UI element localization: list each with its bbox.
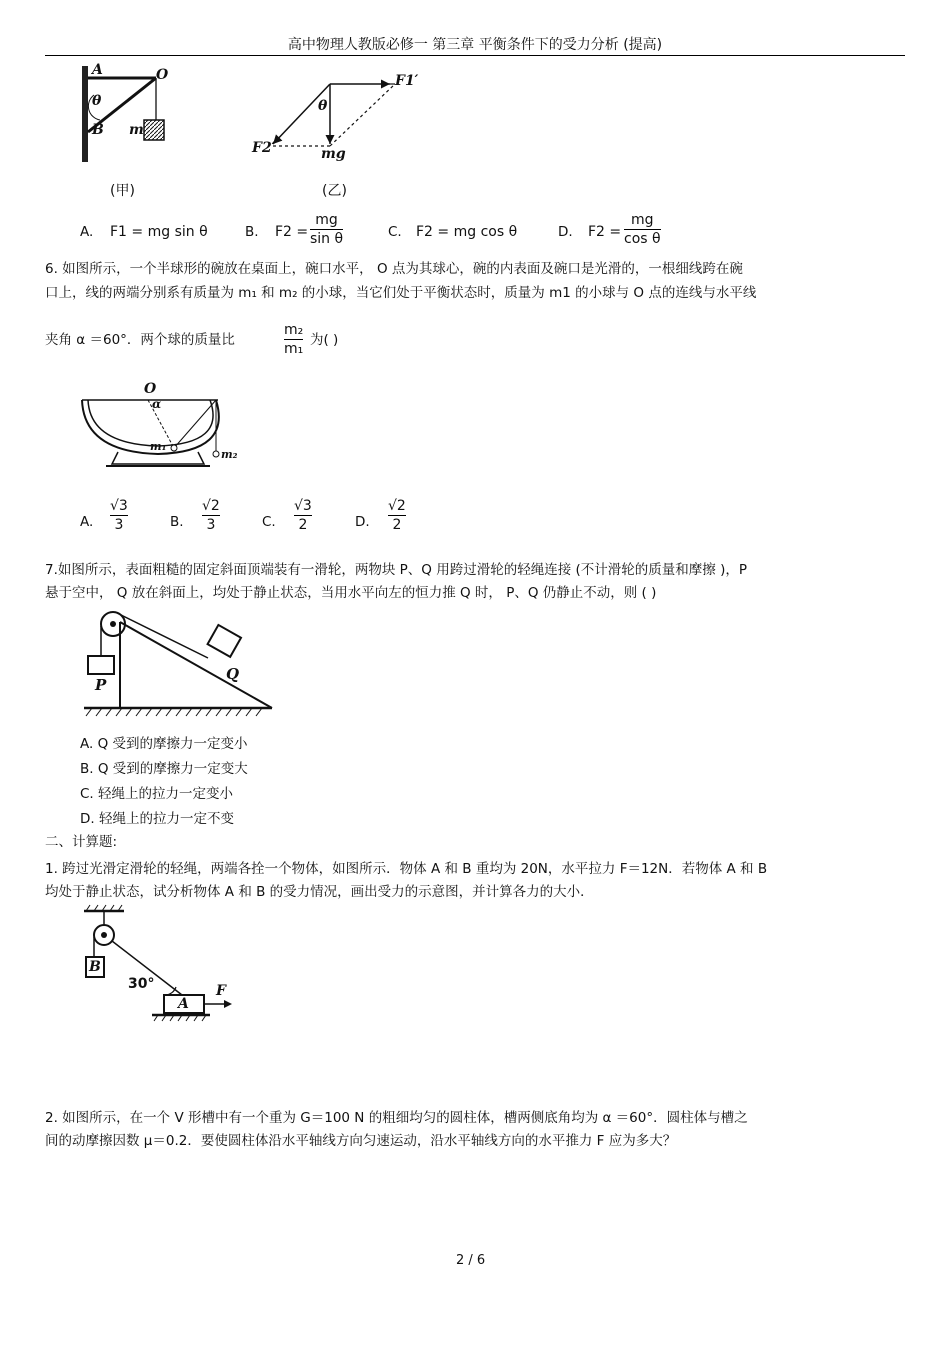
q5-option-D-fraction	[624, 211, 661, 248]
label-O: O	[156, 67, 169, 83]
fraction-denominator: m₁	[284, 341, 304, 357]
incline-label-P: P	[95, 676, 107, 694]
q5-option-A-letter: A.	[80, 224, 94, 240]
pulley-label-A: A	[178, 996, 189, 1012]
q5-option-C-expr: F2 = mg cos θ	[416, 224, 518, 240]
fraction-denominator: cos θ	[624, 231, 661, 247]
q6-option-D-fraction	[388, 497, 406, 534]
bowl-label-m2: m₂	[221, 448, 238, 461]
calc2-line2: 间的动摩擦因数 μ＝0.2．要使圆柱体沿水平轴线方向匀速运动，沿水平轴线方向的水平推力 F 应为多大？	[45, 1133, 677, 1149]
q6-line3: 夹角 α ＝60°．两个球的质量比	[45, 332, 235, 348]
figure-bowl	[78, 382, 248, 477]
label-B: B	[92, 122, 104, 138]
calc1-line1: 1. 跨过光滑定滑轮的轻绳，两端各拴一个物体，如图所示．物体 A 和 B 重均为 20N，水平拉力 F＝12N．若物体 A 和 B	[45, 861, 768, 877]
figure-caption-jia: (甲)	[110, 183, 135, 199]
q5-option-C-letter: C.	[388, 224, 402, 240]
q5-option-B-letter: B.	[245, 224, 259, 240]
q6-option-B-letter: B.	[170, 514, 184, 530]
q6-line1: 6. 如图所示，一个半球形的碗放在桌面上，碗口水平， O 点为其球心，碗的内表面及碗口是光滑的，一根细线跨在碗	[45, 261, 743, 277]
q6-option-C-fraction	[294, 497, 312, 534]
q7-option-C: C. 轻绳上的拉力一定变小	[80, 786, 234, 802]
fraction-numerator: √3	[110, 498, 128, 514]
q6-line2: 口上，线的两端分别系有质量为 m₁ 和 m₂ 的小球，当它们处于平衡状态时，质量为 m1 的小球与 O 点的连线与水平线	[45, 285, 757, 301]
bowl-label-m1: m₁	[150, 440, 167, 453]
bowl-label-O: O	[144, 381, 157, 397]
incline-label-Q: Q	[226, 665, 240, 683]
figure-caption-yi: (乙)	[322, 183, 347, 199]
fraction-numerator: √3	[294, 498, 312, 514]
fraction-numerator: mg	[315, 212, 338, 228]
q6-option-A-letter: A.	[80, 514, 94, 530]
label-F2-prime: F2′	[252, 140, 276, 156]
page-number: 2 / 6	[456, 1253, 486, 1268]
fraction-numerator: √2	[202, 498, 220, 514]
page-header: 高中物理人教版必修一 第三章 平衡条件下的受力分析 (提高)	[287, 37, 663, 53]
calc2-line1: 2. 如图所示，在一个 V 形槽中有一个重为 G＝100 N 的粗细均匀的圆柱体，槽两侧底角均为 α ＝60°．圆柱体与槽之	[45, 1110, 748, 1126]
calc1-line2: 均处于静止状态，试分析物体 A 和 B 的受力情况，画出受力的示意图，并计算各力的大小．	[45, 884, 594, 900]
q5-option-D-lhs: F2 =	[588, 224, 622, 240]
figure-pulley-system	[82, 905, 242, 1025]
label-theta: θ	[92, 93, 102, 109]
fraction-numerator: m₂	[284, 322, 304, 338]
header-divider	[45, 55, 905, 56]
wall	[82, 66, 88, 162]
figure-incline	[80, 608, 280, 720]
label-mg: mg	[321, 146, 346, 162]
q5-option-A-expr: F1 = mg sin θ	[110, 224, 208, 240]
q6-option-B-fraction	[202, 497, 220, 534]
q6-line3-tail: 为( )	[310, 332, 339, 348]
bowl-label-alpha: α	[152, 397, 162, 411]
section-title: 二、计算题:	[45, 834, 118, 850]
q5-option-D-letter: D.	[558, 224, 573, 240]
q7-line2: 悬于空中， Q 放在斜面上，均处于静止状态，当用水平向左的恒力推 Q 时， P、Q 仍静止不动，则 ( )	[45, 585, 657, 601]
fraction-numerator: mg	[631, 212, 654, 228]
fraction-denominator: sin θ	[310, 231, 344, 247]
label-F1-prime: F1′	[395, 73, 419, 89]
q5-option-B-fraction	[310, 211, 343, 248]
q7-line1: 7.如图所示，表面粗糙的固定斜面顶端装有一滑轮，两物块 P、Q 用跨过滑轮的轻绳连接 (不计滑轮的质量和摩擦 )，P	[45, 562, 747, 578]
fraction-denominator: 3	[206, 517, 216, 533]
q5-option-B-lhs: F2 =	[275, 224, 309, 240]
fraction-denominator: 2	[298, 517, 308, 533]
pulley-label-B: B	[89, 959, 101, 975]
q7-option-B: B. Q 受到的摩擦力一定变大	[80, 761, 248, 777]
pulley-label-angle: 30°	[128, 976, 155, 992]
label-A: A	[92, 62, 103, 78]
q6-option-C-letter: C.	[262, 514, 276, 530]
q6-option-A-fraction	[110, 497, 128, 534]
q6-option-D-letter: D.	[355, 514, 370, 530]
fraction-numerator: √2	[388, 498, 406, 514]
pulley-label-F: F	[216, 983, 226, 999]
q7-option-A: A. Q 受到的摩擦力一定变小	[80, 736, 248, 752]
fraction-denominator: 2	[392, 517, 402, 533]
label-theta-b: θ	[318, 98, 328, 114]
q6-mass-ratio	[284, 321, 303, 358]
mass-block	[144, 120, 164, 140]
label-m: m	[129, 122, 144, 138]
fraction-denominator: 3	[114, 517, 124, 533]
q7-option-D: D. 轻绳上的拉力一定不变	[80, 811, 234, 827]
